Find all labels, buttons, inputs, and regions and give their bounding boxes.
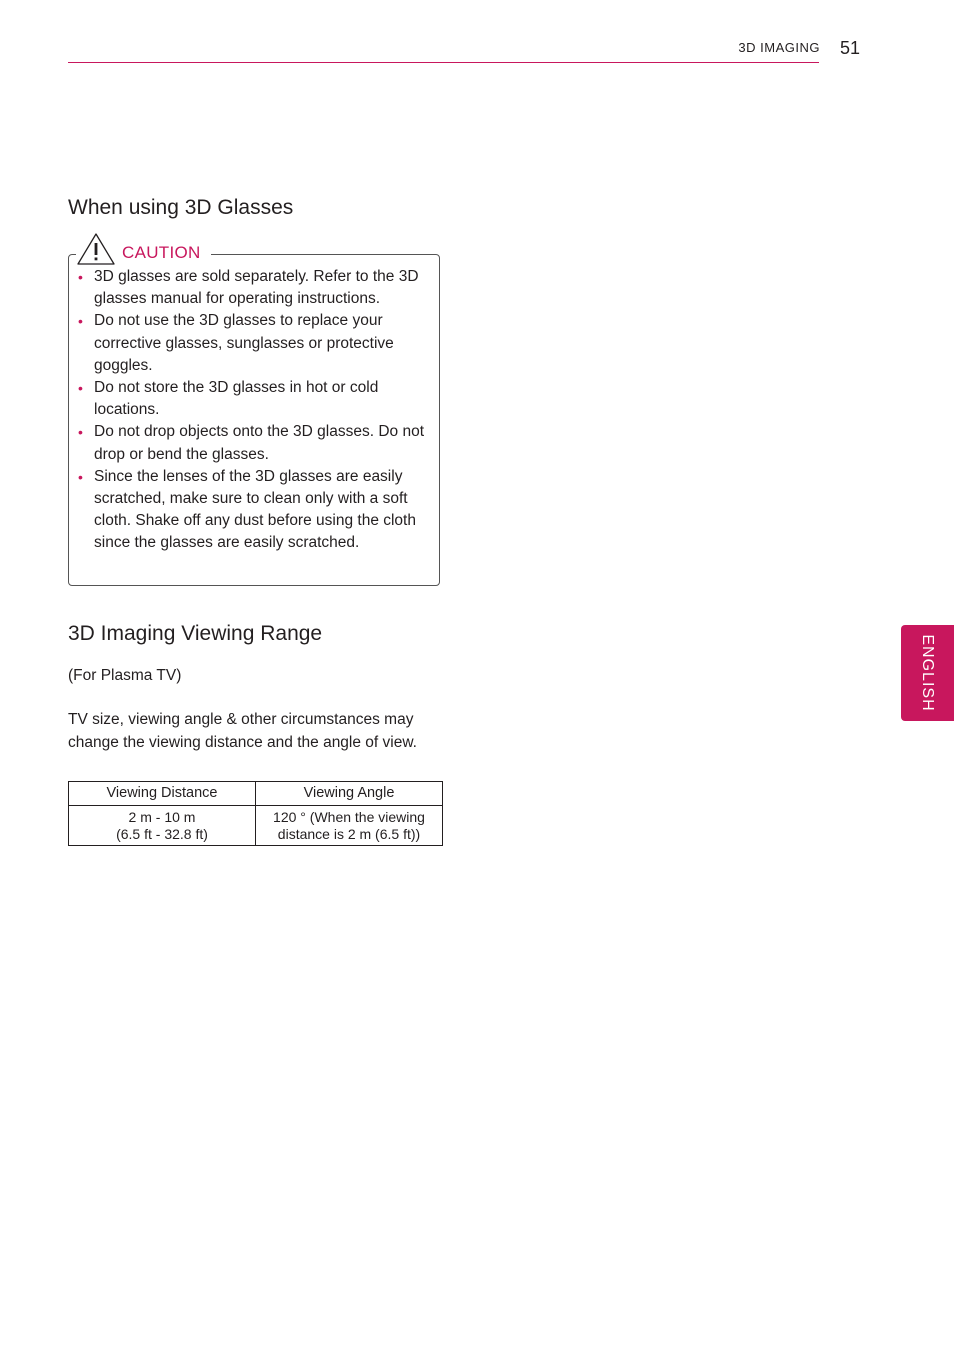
angle-line-1: 120 ° (When the viewing bbox=[273, 808, 425, 825]
bullet-icon: • bbox=[78, 269, 83, 285]
viewing-description: TV size, viewing angle & other circumstances may change the viewing distance and the angle of view. bbox=[68, 711, 417, 751]
section-title-glasses: When using 3D Glasses bbox=[68, 196, 294, 219]
bullet-icon: • bbox=[78, 468, 83, 485]
warning-triangle-icon bbox=[76, 232, 116, 266]
cell-viewing-angle bbox=[256, 806, 443, 846]
bullet-icon: • bbox=[78, 313, 83, 330]
caution-item bbox=[78, 377, 434, 421]
header-viewing-angle: Viewing Angle bbox=[256, 782, 443, 806]
angle-line-2: distance is 2 m (6.5 ft)) bbox=[277, 825, 421, 842]
page-number: 51 bbox=[840, 38, 861, 58]
table-header-row bbox=[69, 782, 443, 806]
distance-imperial: (6.5 ft - 32.8 ft) bbox=[116, 825, 208, 842]
caution-list bbox=[78, 266, 434, 555]
caution-item-text: Do not store the 3D glasses in hot or cold locations. bbox=[94, 379, 379, 419]
caution-label: CAUTION bbox=[122, 243, 201, 262]
header-divider bbox=[68, 62, 819, 63]
distance-metric: 2 m - 10 m bbox=[128, 808, 196, 825]
caution-item bbox=[78, 466, 434, 555]
caution-item-text: Do not use the 3D glasses to replace your corrective glasses, sunglasses or protective goggles. bbox=[94, 312, 394, 374]
viewing-range-table bbox=[68, 781, 443, 846]
header-section-title: 3D IMAGING bbox=[738, 40, 820, 55]
header-viewing-distance: Viewing Distance bbox=[69, 782, 256, 806]
caution-item bbox=[78, 421, 434, 465]
caution-item-text: Since the lenses of the 3D glasses are easily scratched, make sure to clean only with a soft cloth. Shake off any dust before using the cloth since the glasses are easily scratched. bbox=[94, 467, 416, 552]
language-tab-label: ENGLISH bbox=[919, 634, 936, 712]
language-tab bbox=[901, 625, 954, 721]
caution-item bbox=[78, 266, 434, 310]
caution-item-text: 3D glasses are sold separately. Refer to the 3D glasses manual for operating instructions. bbox=[94, 268, 419, 308]
caution-item-text: Do not drop objects onto the 3D glasses. Do not drop or bend the glasses. bbox=[94, 423, 425, 463]
cell-viewing-distance bbox=[69, 806, 256, 846]
bullet-icon: • bbox=[78, 380, 83, 397]
caution-header bbox=[76, 230, 211, 266]
bullet-icon: • bbox=[78, 424, 83, 441]
table-row bbox=[69, 806, 443, 846]
section-title-viewing-range: 3D Imaging Viewing Range bbox=[68, 622, 323, 645]
caution-item bbox=[78, 310, 434, 377]
plasma-note: (For Plasma TV) bbox=[68, 667, 182, 684]
